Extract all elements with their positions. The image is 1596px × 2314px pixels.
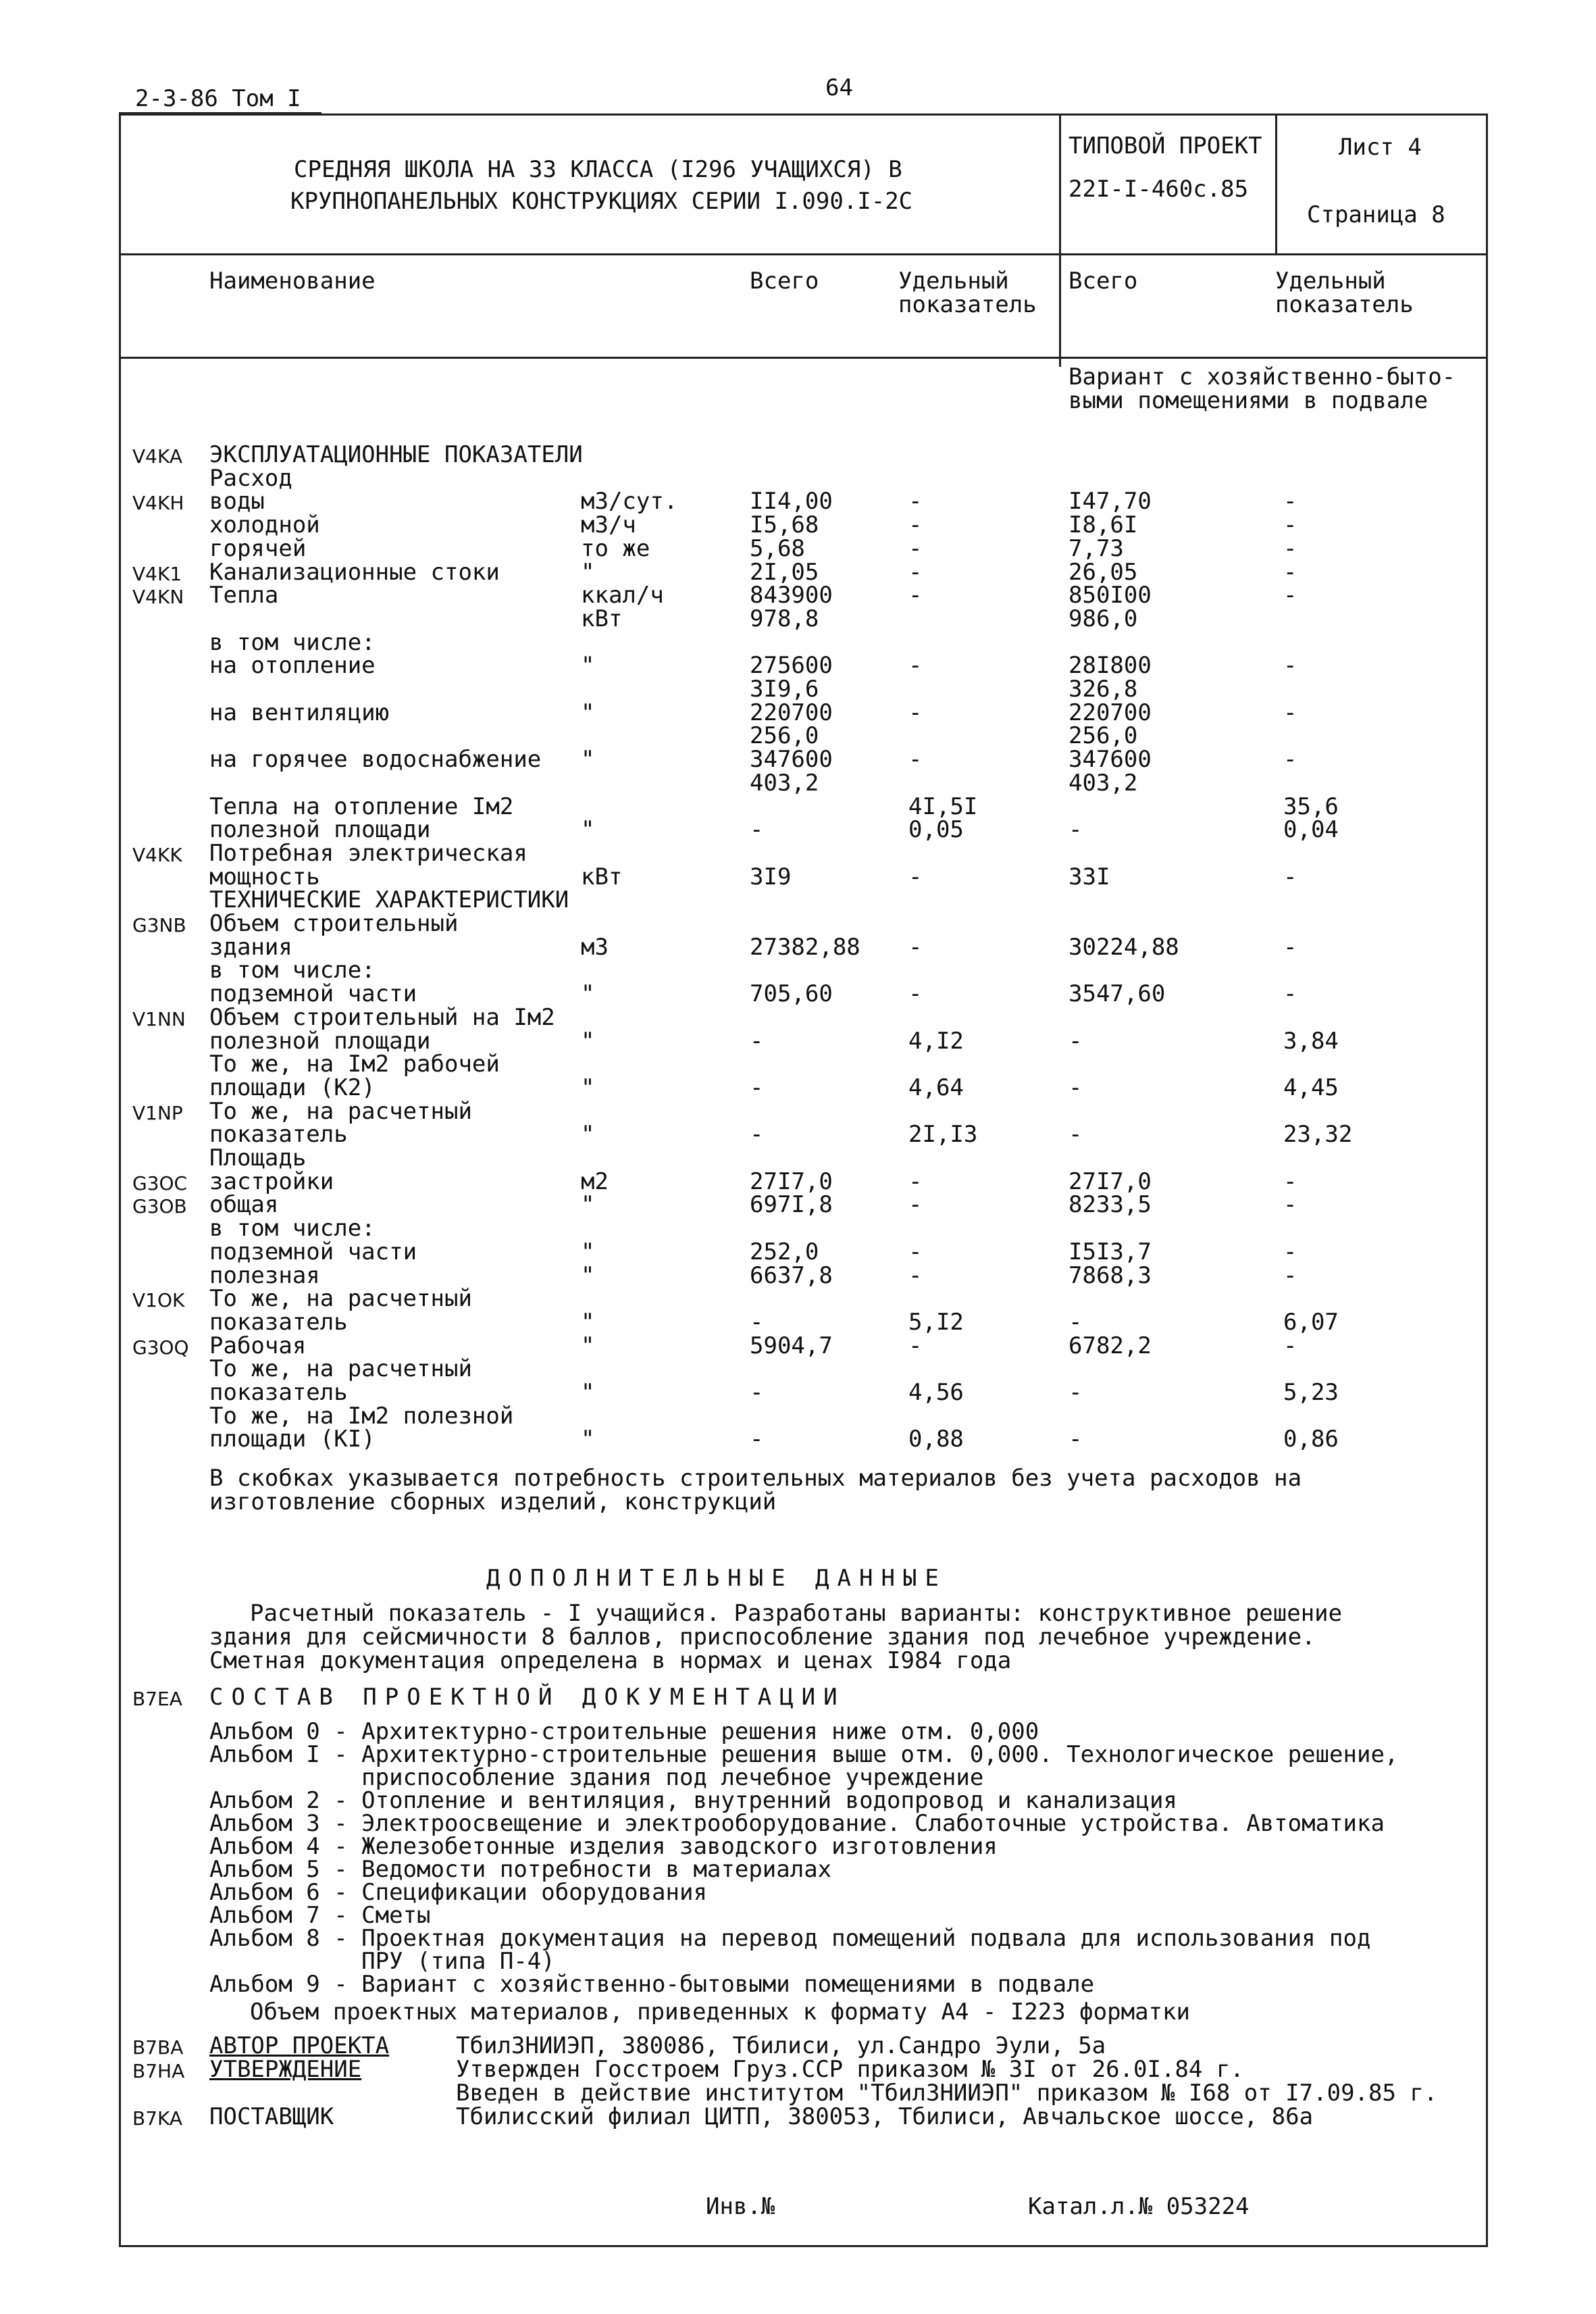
row-29-c: - bbox=[1069, 1121, 1083, 1148]
row-40-c: - bbox=[1069, 1379, 1083, 1406]
row-29-name: показатель bbox=[209, 1121, 348, 1148]
row-38-unit: " bbox=[581, 1332, 595, 1359]
extra-line-3: Сметная документация определена в нормах и ценах I984 года bbox=[209, 1647, 1012, 1674]
row-35-b: - bbox=[908, 1262, 923, 1289]
row-40-d: 5,23 bbox=[1283, 1379, 1339, 1406]
docs-line-0: Альбом 0 - Архитектурно-строительные решения ниже отм. 0,000 bbox=[209, 1718, 1039, 1745]
row-31-a: 27I7,0 bbox=[750, 1168, 833, 1195]
row-36-code: V1OK bbox=[132, 1289, 185, 1311]
row-16-name: полезной площади bbox=[209, 816, 431, 843]
row-2-d: - bbox=[1283, 488, 1297, 515]
row-5-code: V4K1 bbox=[132, 563, 182, 585]
row-16-b: 0,05 bbox=[908, 816, 964, 843]
extra-line-1: Расчетный показатель - I учащийся. Разработаны варианты: конструктивное решение bbox=[250, 1600, 1343, 1627]
supplier-code: B7KA bbox=[132, 2107, 183, 2130]
row-21-a: 27382,88 bbox=[750, 934, 860, 961]
row-37-c: - bbox=[1069, 1309, 1083, 1336]
row-7-a: 978,8 bbox=[750, 605, 819, 632]
row-22-name: в том числе: bbox=[209, 957, 376, 984]
row-28-name: То же, на расчетный bbox=[209, 1098, 472, 1125]
row-20-code: G3NB bbox=[132, 914, 186, 936]
row-40-a: - bbox=[750, 1379, 764, 1406]
row-34-unit: " bbox=[581, 1238, 595, 1265]
author-label: АВТОР ПРОЕКТА bbox=[209, 2032, 390, 2059]
row-11-d: - bbox=[1283, 699, 1297, 726]
row-31-code: G3OC bbox=[132, 1172, 188, 1194]
col-specific-d: показатель bbox=[1275, 291, 1414, 318]
docs-line-10: ПРУ (типа П-4) bbox=[209, 1948, 555, 1975]
row-6-code: V4KN bbox=[132, 586, 184, 608]
row-33-name: в том числе: bbox=[209, 1215, 376, 1242]
row-25-d: 3,84 bbox=[1283, 1028, 1339, 1055]
row-5-c: 26,05 bbox=[1069, 559, 1138, 586]
row-34-name: подземной части bbox=[209, 1238, 417, 1265]
title-line-1: СРЕДНЯЯ ШКОЛА НА 33 КЛАССА (I296 УЧАЩИХСЯ) В bbox=[294, 156, 902, 183]
supplier-label: ПОСТАВЩИК bbox=[209, 2103, 334, 2130]
row-42-c: - bbox=[1069, 1426, 1083, 1453]
row-19-name: ТЕХНИЧЕСКИЕ ХАРАКТЕРИСТИКИ bbox=[209, 886, 569, 913]
row-38-d: - bbox=[1283, 1332, 1297, 1359]
row-32-a: 697I,8 bbox=[750, 1191, 833, 1218]
extra-line-2: здания для сейсмичности 8 баллов, приспособление здания под лечебное учреждение. bbox=[209, 1624, 1316, 1651]
docs-line-8: Альбом 7 - Сметы bbox=[209, 1902, 431, 1929]
row-18-a: 3I9 bbox=[750, 863, 792, 890]
row-27-d: 4,45 bbox=[1283, 1074, 1339, 1101]
row-32-c: 8233,5 bbox=[1069, 1191, 1152, 1218]
col-specific-a: Удельный bbox=[898, 268, 1009, 295]
row-21-unit: м3 bbox=[581, 934, 609, 961]
row-34-d: - bbox=[1283, 1238, 1297, 1265]
row-35-name: полезная bbox=[209, 1262, 320, 1289]
row-12-c: 256,0 bbox=[1069, 722, 1138, 749]
row-40-name: показатель bbox=[209, 1379, 348, 1406]
row-27-c: - bbox=[1069, 1074, 1083, 1101]
row-30-name: Площадь bbox=[209, 1145, 307, 1172]
row-4-unit: то же bbox=[581, 535, 650, 562]
row-13-name: на горячее водоснабжение bbox=[209, 746, 542, 773]
docs-line-2: приспособление здания под лечебное учреждение bbox=[209, 1764, 984, 1791]
title-line-2: КРУПНОПАНЕЛЬНЫХ КОНСТРУКЦИЯХ СЕРИИ I.090.I-2C bbox=[290, 188, 913, 215]
row-6-a: 843900 bbox=[750, 582, 833, 609]
row-25-b: 4,I2 bbox=[908, 1028, 964, 1055]
row-42-d: 0,86 bbox=[1283, 1426, 1339, 1453]
row-38-c: 6782,2 bbox=[1069, 1332, 1152, 1359]
row-4-c: 7,73 bbox=[1069, 535, 1124, 562]
row-6-b: - bbox=[908, 582, 923, 609]
row-11-c: 220700 bbox=[1069, 699, 1152, 726]
row-17-code: V4KK bbox=[132, 844, 182, 866]
row-25-unit: " bbox=[581, 1028, 595, 1055]
col-total-2: Всего bbox=[1069, 268, 1138, 295]
extra-heading: ДОПОЛНИТЕЛЬНЫЕ ДАННЫЕ bbox=[486, 1565, 947, 1592]
row-15-b: 4I,5I bbox=[908, 793, 978, 820]
col-total: Всего bbox=[750, 268, 819, 295]
row-27-name: площади (K2) bbox=[209, 1074, 376, 1101]
row-31-name: застройки bbox=[209, 1168, 334, 1195]
row-2-c: I47,70 bbox=[1069, 488, 1152, 515]
col-specific-c: Удельный bbox=[1275, 268, 1386, 295]
row-23-d: - bbox=[1283, 980, 1297, 1007]
row-31-c: 27I7,0 bbox=[1069, 1168, 1152, 1195]
row-10-c: 326,8 bbox=[1069, 676, 1138, 703]
row-1-name: Расход bbox=[209, 465, 292, 492]
page-label: Страница 8 bbox=[1307, 201, 1445, 228]
row-6-name: Тепла bbox=[209, 582, 279, 609]
project-number: 22I-I-460c.85 bbox=[1069, 176, 1249, 203]
row-3-a: I5,68 bbox=[750, 511, 819, 538]
row-0-name: ЭКСПЛУАТАЦИОННЫЕ ПОКАЗАТЕЛИ bbox=[209, 441, 583, 468]
approve-label: УТВЕРЖДЕНИЕ bbox=[209, 2056, 362, 2083]
row-5-a: 2I,05 bbox=[750, 559, 819, 586]
row-2-unit: м3/сут. bbox=[581, 488, 678, 515]
row-11-a: 220700 bbox=[750, 699, 833, 726]
row-24-code: V1NN bbox=[132, 1008, 186, 1030]
row-32-unit: " bbox=[581, 1191, 595, 1218]
row-34-b: - bbox=[908, 1238, 923, 1265]
approve-text-1: Утвержден Госстроем Груз.ССР приказом № 3I от 26.0I.84 г. bbox=[456, 2056, 1244, 2083]
row-15-d: 35,6 bbox=[1283, 793, 1339, 820]
row-18-unit: кВт bbox=[581, 863, 623, 890]
row-42-b: 0,88 bbox=[908, 1426, 964, 1453]
note-line-1: В скобках указывается потребность строительных материалов без учета расходов на bbox=[209, 1465, 1302, 1492]
row-37-a: - bbox=[750, 1309, 764, 1336]
row-31-b: - bbox=[908, 1168, 923, 1195]
row-21-b: - bbox=[908, 934, 923, 961]
note-line-2: изготовление сборных изделий, конструкций bbox=[209, 1488, 777, 1515]
row-25-a: - bbox=[750, 1028, 764, 1055]
docs-heading: СОСТАВ ПРОЕКТНОЙ ДОКУМЕНТАЦИИ bbox=[209, 1684, 846, 1711]
row-23-name: подземной части bbox=[209, 980, 417, 1007]
row-26-name: То же, на Iм2 рабочей bbox=[209, 1051, 500, 1078]
row-5-name: Канализационные стоки bbox=[209, 559, 500, 586]
row-23-c: 3547,60 bbox=[1069, 980, 1166, 1007]
row-31-unit: м2 bbox=[581, 1168, 609, 1195]
row-10-a: 3I9,6 bbox=[750, 676, 819, 703]
row-40-b: 4,56 bbox=[908, 1379, 964, 1406]
row-35-d: - bbox=[1283, 1262, 1297, 1289]
docs-volume: Объем проектных материалов, приведенных к формату A4 - I223 форматки bbox=[250, 1998, 1190, 2026]
row-23-b: - bbox=[908, 980, 923, 1007]
row-13-d: - bbox=[1283, 746, 1297, 773]
series-tom: 2-3-86 Том I bbox=[135, 85, 301, 112]
docs-line-11: Альбом 9 - Вариант с хозяйственно-бытовыми помещениями в подвале bbox=[209, 1971, 1095, 1998]
page-number: 64 bbox=[825, 74, 853, 101]
row-16-unit: " bbox=[581, 816, 595, 843]
row-3-unit: м3/ч bbox=[581, 511, 636, 538]
row-8-name: в том числе: bbox=[209, 629, 376, 656]
row-6-d: - bbox=[1283, 582, 1297, 609]
row-21-name: здания bbox=[209, 934, 292, 961]
row-11-unit: " bbox=[581, 699, 595, 726]
row-35-unit: " bbox=[581, 1262, 595, 1289]
row-13-a: 347600 bbox=[750, 746, 833, 773]
row-21-c: 30224,88 bbox=[1069, 934, 1179, 961]
row-20-name: Объем строительный bbox=[209, 910, 459, 937]
row-6-unit: ккал/ч bbox=[581, 582, 664, 609]
row-27-b: 4,64 bbox=[908, 1074, 964, 1101]
row-18-b: - bbox=[908, 863, 923, 890]
docs-line-5: Альбом 4 - Железобетонные изделия заводского изготовления bbox=[209, 1833, 998, 1860]
row-32-b: - bbox=[908, 1191, 923, 1218]
row-29-d: 23,32 bbox=[1283, 1121, 1353, 1148]
row-29-unit: " bbox=[581, 1121, 595, 1148]
row-18-d: - bbox=[1283, 863, 1297, 890]
project-label: ТИПОВОЙ ПРОЕКТ bbox=[1069, 132, 1262, 159]
row-9-a: 275600 bbox=[750, 652, 833, 679]
row-14-c: 403,2 bbox=[1069, 770, 1138, 797]
row-29-b: 2I,I3 bbox=[908, 1121, 978, 1148]
row-42-unit: " bbox=[581, 1426, 595, 1453]
row-17-name: Потребная электрическая bbox=[209, 840, 527, 867]
row-21-d: - bbox=[1283, 934, 1297, 961]
row-14-a: 403,2 bbox=[750, 770, 819, 797]
row-38-a: 5904,7 bbox=[750, 1332, 833, 1359]
row-25-name: полезной площади bbox=[209, 1028, 431, 1055]
row-37-unit: " bbox=[581, 1309, 595, 1336]
row-12-a: 256,0 bbox=[750, 722, 819, 749]
row-31-d: - bbox=[1283, 1168, 1297, 1195]
row-42-name: площади (KI) bbox=[209, 1426, 376, 1453]
row-32-code: G3OB bbox=[132, 1195, 187, 1217]
row-2-b: - bbox=[908, 488, 923, 515]
row-9-b: - bbox=[908, 652, 923, 679]
row-37-d: 6,07 bbox=[1283, 1309, 1339, 1336]
row-23-unit: " bbox=[581, 980, 595, 1007]
row-40-unit: " bbox=[581, 1379, 595, 1406]
row-6-c: 850I00 bbox=[1069, 582, 1152, 609]
variant-line-1: Вариант с хозяйственно-быто- bbox=[1069, 363, 1456, 391]
row-38-b: - bbox=[908, 1332, 923, 1359]
row-42-a: - bbox=[750, 1426, 764, 1453]
docs-line-4: Альбом 3 - Электроосвещение и электрооборудование. Слаботочные устройства. Автоматика bbox=[209, 1810, 1385, 1837]
row-11-b: - bbox=[908, 699, 923, 726]
row-3-d: - bbox=[1283, 511, 1297, 538]
row-13-b: - bbox=[908, 746, 923, 773]
row-35-c: 7868,3 bbox=[1069, 1262, 1152, 1289]
docs-code: B7EA bbox=[132, 1688, 182, 1710]
row-18-c: 33I bbox=[1069, 863, 1110, 890]
row-37-name: показатель bbox=[209, 1309, 348, 1336]
row-9-unit: " bbox=[581, 652, 595, 679]
row-27-unit: " bbox=[581, 1074, 595, 1101]
row-9-name: на отопление bbox=[209, 652, 376, 679]
row-13-c: 347600 bbox=[1069, 746, 1152, 773]
row-28-code: V1NP bbox=[132, 1102, 183, 1124]
col-specific-b: показатель bbox=[898, 291, 1037, 318]
row-25-c: - bbox=[1069, 1028, 1083, 1055]
row-16-d: 0,04 bbox=[1283, 816, 1339, 843]
row-0-code: V4KA bbox=[132, 445, 182, 468]
row-15-name: Тепла на отопление Iм2 bbox=[209, 793, 514, 820]
approve-text-2: Введен в действие институтом "ТбилЗНИИЭП" приказом № I68 от I7.09.85 г. bbox=[456, 2080, 1438, 2107]
row-2-name: воды bbox=[209, 488, 265, 515]
row-5-b: - bbox=[908, 559, 923, 586]
docs-line-3: Альбом 2 - Отопление и вентиляция, внутренний водопровод и канализация bbox=[209, 1787, 1177, 1814]
row-7-c: 986,0 bbox=[1069, 605, 1138, 632]
docs-line-1: Альбом I - Архитектурно-строительные решения выше отм. 0,000. Технологическое решение, bbox=[209, 1741, 1399, 1768]
docs-line-6: Альбом 5 - Ведомости потребности в материалах bbox=[209, 1856, 832, 1883]
row-32-name: общая bbox=[209, 1191, 279, 1218]
docs-line-9: Альбом 8 - Проектная документация на перевод помещений подвала для использования под bbox=[209, 1925, 1371, 1952]
row-5-unit: " bbox=[581, 559, 595, 586]
row-13-unit: " bbox=[581, 746, 595, 773]
row-2-code: V4KH bbox=[132, 492, 184, 514]
inventory-number: Инв.№ bbox=[706, 2193, 775, 2220]
supplier-text: Тбилисский филиал ЦИТП, 380053, Тбилиси, Авчальское шоссе, 86а bbox=[456, 2103, 1314, 2130]
row-16-a: - bbox=[750, 816, 764, 843]
row-3-b: - bbox=[908, 511, 923, 538]
row-2-a: II4,00 bbox=[750, 488, 833, 515]
row-9-d: - bbox=[1283, 652, 1297, 679]
row-3-name: холодной bbox=[209, 511, 320, 538]
row-18-name: мощность bbox=[209, 863, 320, 890]
author-text: ТбилЗНИИЭП, 380086, Тбилиси, ул.Сандро Эули, 5а bbox=[456, 2032, 1106, 2059]
row-39-name: То же, на расчетный bbox=[209, 1355, 472, 1382]
row-24-name: Объем строительный на Iм2 bbox=[209, 1004, 555, 1031]
row-37-b: 5,I2 bbox=[908, 1309, 964, 1336]
row-38-name: Рабочая bbox=[209, 1332, 307, 1359]
author-code: B7BA bbox=[132, 2036, 184, 2059]
row-23-a: 705,60 bbox=[750, 980, 833, 1007]
row-34-a: 252,0 bbox=[750, 1238, 819, 1265]
variant-line-2: выми помещениями в подвале bbox=[1069, 387, 1428, 414]
row-35-a: 6637,8 bbox=[750, 1262, 833, 1289]
docs-line-7: Альбом 6 - Спецификации оборудования bbox=[209, 1879, 707, 1906]
row-29-a: - bbox=[750, 1121, 764, 1148]
row-32-d: - bbox=[1283, 1191, 1297, 1218]
row-7-unit: кВт bbox=[581, 605, 623, 632]
row-3-c: I8,6I bbox=[1069, 511, 1138, 538]
sheet-number: Лист 4 bbox=[1339, 134, 1422, 161]
row-9-c: 28I800 bbox=[1069, 652, 1152, 679]
row-4-name: горячей bbox=[209, 535, 307, 562]
row-36-name: То же, на расчетный bbox=[209, 1285, 472, 1312]
row-4-b: - bbox=[908, 535, 923, 562]
catalog-sheet: Катал.л.№ 053224 bbox=[1028, 2193, 1250, 2220]
row-41-name: То же, на Iм2 полезной bbox=[209, 1403, 514, 1430]
approve-code: B7HA bbox=[132, 2060, 185, 2082]
row-27-a: - bbox=[750, 1074, 764, 1101]
row-11-name: на вентиляцию bbox=[209, 699, 390, 726]
row-4-a: 5,68 bbox=[750, 535, 805, 562]
row-34-c: I5I3,7 bbox=[1069, 1238, 1152, 1265]
row-16-c: - bbox=[1069, 816, 1083, 843]
row-38-code: G3OQ bbox=[132, 1336, 189, 1359]
row-5-d: - bbox=[1283, 559, 1297, 586]
col-name: Наименование bbox=[209, 268, 376, 295]
row-4-d: - bbox=[1283, 535, 1297, 562]
